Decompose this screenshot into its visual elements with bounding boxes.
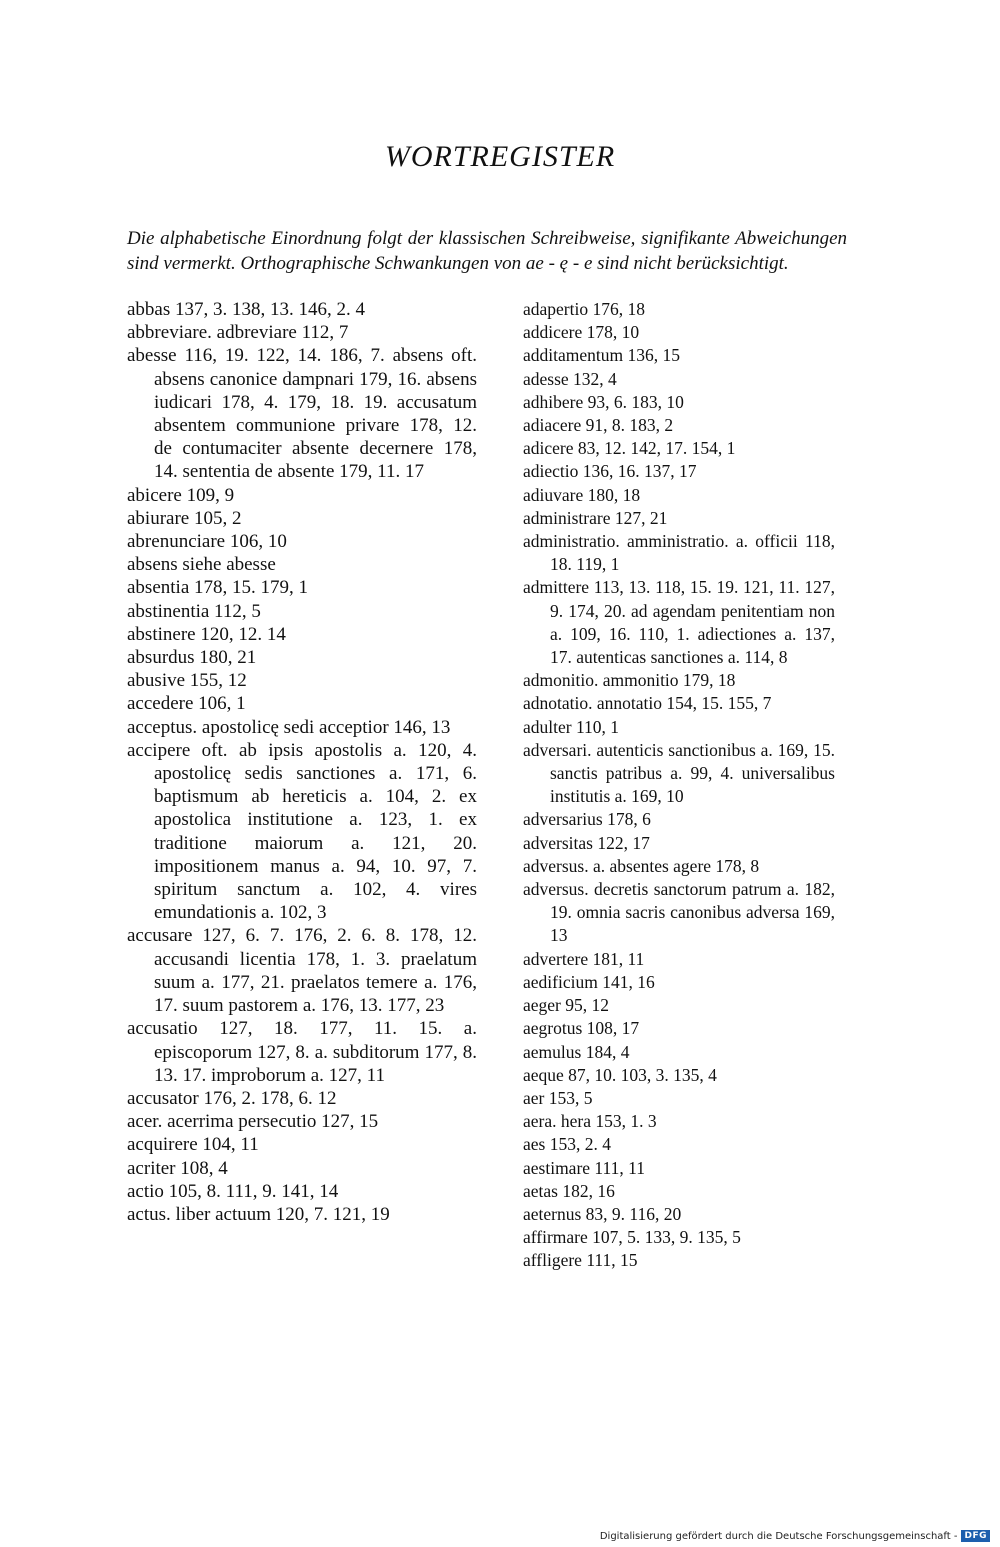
index-entry: aeque 87, 10. 103, 3. 135, 4 bbox=[523, 1064, 717, 1085]
index-entry: absurdus 180, 21 bbox=[127, 647, 257, 669]
index-entry: admonitio. ammonitio 179, 18 bbox=[523, 670, 736, 691]
digitization-footer bbox=[600, 1530, 990, 1542]
index-entry: aeternus 83, 9. 116, 20 bbox=[523, 1203, 682, 1224]
index-entry: abesse 116, 19. 122, 14. 186, 7. absens oft. absens canonice dampnari 179, 16. absens iudicari 178, 4. 179, 18. 19. accusatum absentem communione privare 178, 12. de contumaciter absente decernere 178, 14. sententia de absente 179, 11. 17 bbox=[127, 345, 477, 483]
index-entry: acceptus. apostolicę sedi acceptior 146, 13 bbox=[127, 716, 451, 738]
index-entry: aera. hera 153, 1. 3 bbox=[523, 1111, 657, 1132]
index-entry: affirmare 107, 5. 133, 9. 135, 5 bbox=[523, 1227, 741, 1248]
index-entry: aestimare 111, 11 bbox=[523, 1157, 645, 1178]
index-entry: accusatio 127, 18. 177, 11. 15. a. episcoporum 127, 8. a. subditorum 177, 8. 13. 17. improborum a. 127, 11 bbox=[127, 1018, 477, 1086]
index-entry: adapertio 176, 18 bbox=[523, 299, 645, 319]
index-entry: acriter 108, 4 bbox=[127, 1157, 228, 1179]
index-entry: administrare 127, 21 bbox=[523, 507, 668, 528]
index-entry: affligere 111, 15 bbox=[523, 1250, 638, 1271]
index-entry: aeger 95, 12 bbox=[523, 995, 610, 1016]
intro-note: Die alphabetische Einordnung folgt der klassischen Schreibweise, signifikante Abweichungen sind vermerkt. Orthographische Schwankungen von ae - ę - e sind nicht berücksichtigt. bbox=[127, 228, 847, 274]
page-title: WORTREGISTER bbox=[384, 140, 616, 173]
index-entry: administratio. amministratio. a. officii 118, 18. 119, 1 bbox=[523, 531, 835, 575]
index-entry: abstinere 120, 12. 14 bbox=[127, 623, 286, 645]
index-entry: adversus. decretis sanctorum patrum a. 182, 19. omnia sacris canonibus adversa 169, 13 bbox=[523, 879, 835, 946]
index-entry: aedificium 141, 16 bbox=[523, 971, 655, 992]
index-entry: abusive 155, 12 bbox=[127, 670, 247, 692]
index-entry: adversitas 122, 17 bbox=[523, 832, 650, 853]
index-entry: acquirere 104, 11 bbox=[127, 1134, 259, 1156]
dfg-logo-icon: DFG bbox=[961, 1530, 990, 1542]
index-entry: accedere 106, 1 bbox=[127, 693, 246, 715]
index-entry: aemulus 184, 4 bbox=[523, 1041, 630, 1062]
index-entry: adversari. autenticis sanctionibus a. 169, 15. sanctis patribus a. 99, 4. universalibus institutis a. 169, 10 bbox=[523, 739, 835, 807]
index-entry: aer 153, 5 bbox=[523, 1087, 593, 1108]
index-column-left bbox=[127, 298, 477, 1226]
index-entry: adiacere 91, 8. 183, 2 bbox=[523, 415, 674, 436]
index-entry: accipere oft. ab ipsis apostolis a. 120, 4. apostolicę sedis sanctiones a. 171, 6. baptismum ab hereticis a. 104, 2. ex apostolica institutione a. 123, 1. ex traditione maiorum a. 121, 20. impositionem manus a. 94, 10. 97, 7. spiritum sanctum a. 102, 4. vires emundationis a. 102, 3 bbox=[127, 739, 477, 924]
index-entry: aegrotus 108, 17 bbox=[523, 1018, 640, 1039]
index-entry: abbreviare. adbreviare 112, 7 bbox=[127, 322, 349, 344]
index-entry: aes 153, 2. 4 bbox=[523, 1134, 611, 1155]
index-entry: abrenunciare 106, 10 bbox=[127, 531, 287, 553]
index-entry: adicere 83, 12. 142, 17. 154, 1 bbox=[523, 438, 736, 459]
index-entry: abstinentia 112, 5 bbox=[127, 600, 261, 622]
index-entry: addicere 178, 10 bbox=[523, 322, 640, 343]
index-entry: adesse 132, 4 bbox=[523, 368, 617, 389]
index-entry: additamentum 136, 15 bbox=[523, 345, 680, 366]
index-entry: abicere 109, 9 bbox=[127, 484, 235, 506]
index-entry: absentia 178, 15. 179, 1 bbox=[127, 577, 309, 599]
index-entry: accusare 127, 6. 7. 176, 2. 6. 8. 178, 12. accusandi licentia 178, 1. 3. praelatum suum a. 177, 21. praelatos temere a. 176, 17. suum pastorem a. 176, 13. 177, 23 bbox=[127, 925, 477, 1017]
index-entry: adnotatio. annotatio 154, 15. 155, 7 bbox=[523, 693, 772, 714]
index-entry: adversus. a. absentes agere 178, 8 bbox=[523, 855, 760, 876]
index-entry: adulter 110, 1 bbox=[523, 716, 620, 737]
index-entry: admittere 113, 13. 118, 15. 19. 121, 11. 127, 9. 174, 20. ad agendam penitentiam non a. 109, 16. 110, 1. adiectiones a. 137, 17. autenticas sanctiones a. 114, 8 bbox=[523, 577, 835, 668]
index-entry: accusator 176, 2. 178, 6. 12 bbox=[127, 1087, 337, 1109]
index-entry: acer. acerrima persecutio 127, 15 bbox=[127, 1111, 379, 1133]
index-entry: advertere 181, 11 bbox=[523, 948, 645, 969]
index-column-right bbox=[523, 298, 835, 1273]
footer-text: Digitalisierung gefördert durch die Deutsche Forschungsgemeinschaft - bbox=[599, 1530, 958, 1542]
index-entry: actus. liber actuum 120, 7. 121, 19 bbox=[127, 1203, 390, 1225]
index-entry: absens siehe abesse bbox=[127, 554, 276, 576]
index-entry: adiuvare 180, 18 bbox=[523, 484, 641, 505]
index-entry: adversarius 178, 6 bbox=[523, 809, 651, 830]
index-entry: abbas 137, 3. 138, 13. 146, 2. 4 bbox=[127, 299, 366, 320]
index-entry: aetas 182, 16 bbox=[523, 1180, 615, 1201]
index-entry: adhibere 93, 6. 183, 10 bbox=[523, 391, 684, 412]
index-entry: adiectio 136, 16. 137, 17 bbox=[523, 461, 697, 482]
index-entry: actio 105, 8. 111, 9. 141, 14 bbox=[127, 1180, 339, 1202]
index-entry: abiurare 105, 2 bbox=[127, 507, 242, 529]
